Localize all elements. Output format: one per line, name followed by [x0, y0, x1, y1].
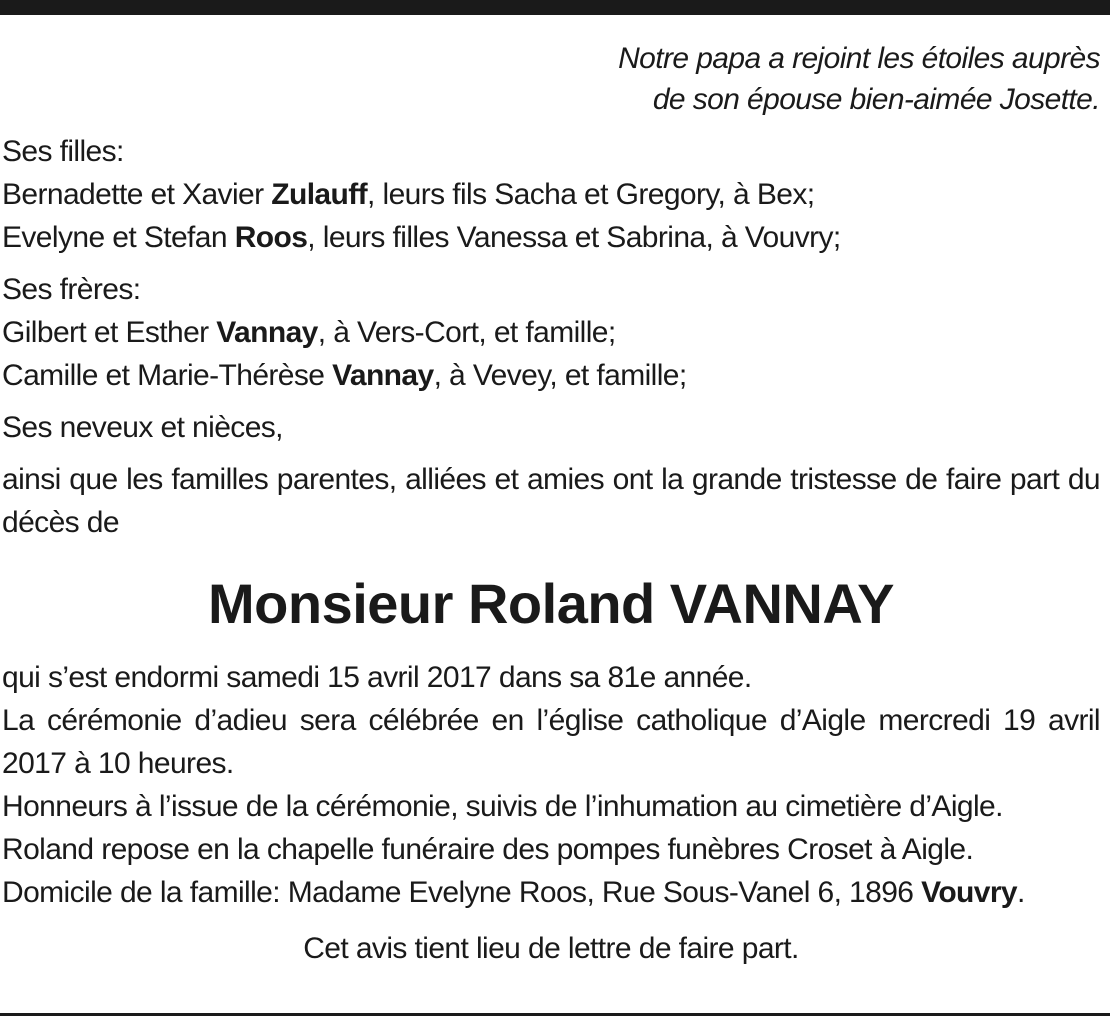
obituary-notice: [2, 38, 1100, 970]
daughter-entry-1: [2, 173, 1100, 216]
entry-text: , à Vers-Cort, et famille;: [317, 316, 616, 349]
quote-line-2: de son épouse bien-aimée Josette.: [652, 83, 1100, 116]
top-rule: [0, 0, 1110, 15]
brother-entry-1: [2, 311, 1100, 354]
domicile-text: Domicile de la famille: Madame Evelyne Roos, Rue Sous-Vanel 6, 1896: [2, 876, 922, 909]
daughter-entry-2: [2, 216, 1100, 259]
family-surname: Roos: [234, 221, 308, 254]
daughters-heading: Ses filles:: [2, 135, 124, 168]
ceremony-line: La cérémonie d’adieu sera célébrée en l’église catholique d’Aigle mercredi 19 avril 2017 à 10 heures.: [2, 704, 1100, 780]
closing-note: Cet avis tient lieu de lettre de faire part.: [303, 932, 799, 965]
brothers-heading: Ses frères:: [2, 273, 141, 306]
entry-text: Evelyne et Stefan: [2, 221, 235, 254]
entry-text: , leurs filles Vanessa et Sabrina, à Vouvry;: [307, 221, 841, 254]
entry-text: Gilbert et Esther: [2, 316, 217, 349]
family-surname: Zulauff: [271, 178, 368, 211]
details-section: [2, 656, 1100, 914]
death-date-line: qui s’est endormi samedi 15 avril 2017 dans sa 81e année.: [2, 661, 752, 694]
deceased-name: Monsieur Roland VANNAY: [208, 572, 894, 635]
nephews-line: Ses neveux et nièces,: [2, 411, 283, 444]
entry-text: Camille et Marie-Thérèse: [2, 359, 333, 392]
domicile-town: Vouvry: [921, 876, 1018, 909]
honours-line: Honneurs à l’issue de la cérémonie, suivis de l’inhumation au cimetière d’Aigle.: [2, 790, 1003, 823]
announcement-text: ainsi que les familles parentes, alliées et amies ont la grande tristesse de faire part du décès de: [2, 463, 1100, 539]
quote-line-1: Notre papa a rejoint les étoiles auprès: [618, 42, 1100, 75]
entry-text: Bernadette et Xavier: [2, 178, 272, 211]
domicile-text: .: [1017, 876, 1025, 909]
resting-place-line: Roland repose en la chapelle funéraire des pompes funèbres Croset à Aigle.: [2, 833, 974, 866]
daughters-section: [2, 130, 1100, 259]
family-surname: Vannay: [216, 316, 318, 349]
epigraph-quote: [2, 38, 1100, 120]
brother-entry-2: [2, 354, 1100, 397]
entry-text: , leurs fils Sacha et Gregory, à Bex;: [367, 178, 815, 211]
brothers-section: [2, 268, 1100, 397]
domicile-line: [2, 871, 1100, 914]
entry-text: , à Vevey, et famille;: [433, 359, 687, 392]
family-surname: Vannay: [332, 359, 434, 392]
bottom-rule: [0, 1013, 1110, 1016]
